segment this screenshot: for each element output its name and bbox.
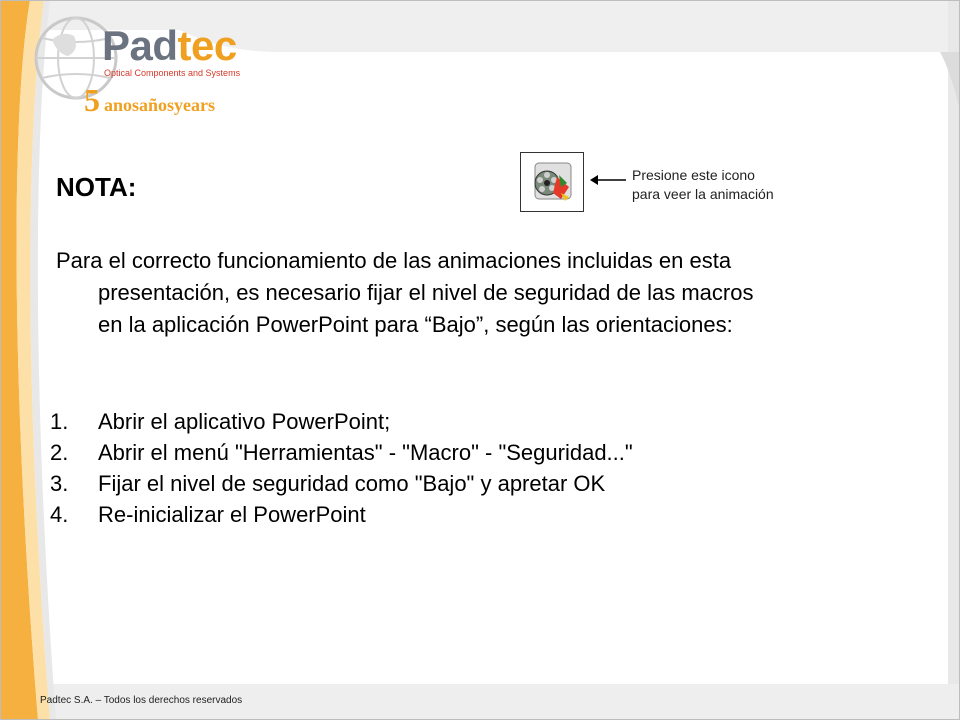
media-player-icon [521, 153, 583, 211]
list-item [50, 468, 870, 499]
animation-button[interactable] [520, 152, 584, 212]
step-number: 4. [50, 502, 69, 527]
steps-list [50, 406, 870, 530]
step-number: 1. [50, 409, 69, 434]
animation-hint [632, 166, 774, 204]
arrow-left-icon [588, 172, 628, 188]
note-heading: NOTA: [56, 172, 137, 202]
logo-anniversary: 5 anosañosyears [84, 82, 216, 118]
step-text: Fijar el nivel de seguridad como "Bajo" y apretar OK [98, 471, 606, 496]
step-number: 3. [50, 471, 69, 496]
logo-wordmark: Padtec [102, 22, 237, 69]
footer-copyright: Padtec S.A. – Todos los derechos reservados [40, 695, 243, 706]
step-number: 2. [50, 440, 69, 465]
body-paragraph [56, 245, 896, 341]
hint-line-1: Presione este icono [632, 167, 755, 183]
padtec-logo [28, 10, 278, 120]
logo-tagline: Optical Components and Systems [104, 68, 241, 78]
step-text: Re-inicializar el PowerPoint [98, 502, 366, 527]
list-item [50, 406, 870, 437]
body-line: en la aplicación PowerPoint para “Bajo”, según las orientaciones: [98, 312, 733, 337]
list-item [50, 499, 870, 530]
list-item [50, 437, 870, 468]
hint-line-2: para veer la animación [632, 186, 774, 202]
step-text: Abrir el menú "Herramientas" - "Macro" - "Seguridad..." [98, 440, 633, 465]
body-line: Para el correcto funcionamiento de las animaciones incluidas en esta [56, 248, 732, 273]
body-line: presentación, es necesario fijar el nivel de seguridad de las macros [98, 280, 754, 305]
step-text: Abrir el aplicativo PowerPoint; [98, 409, 391, 434]
